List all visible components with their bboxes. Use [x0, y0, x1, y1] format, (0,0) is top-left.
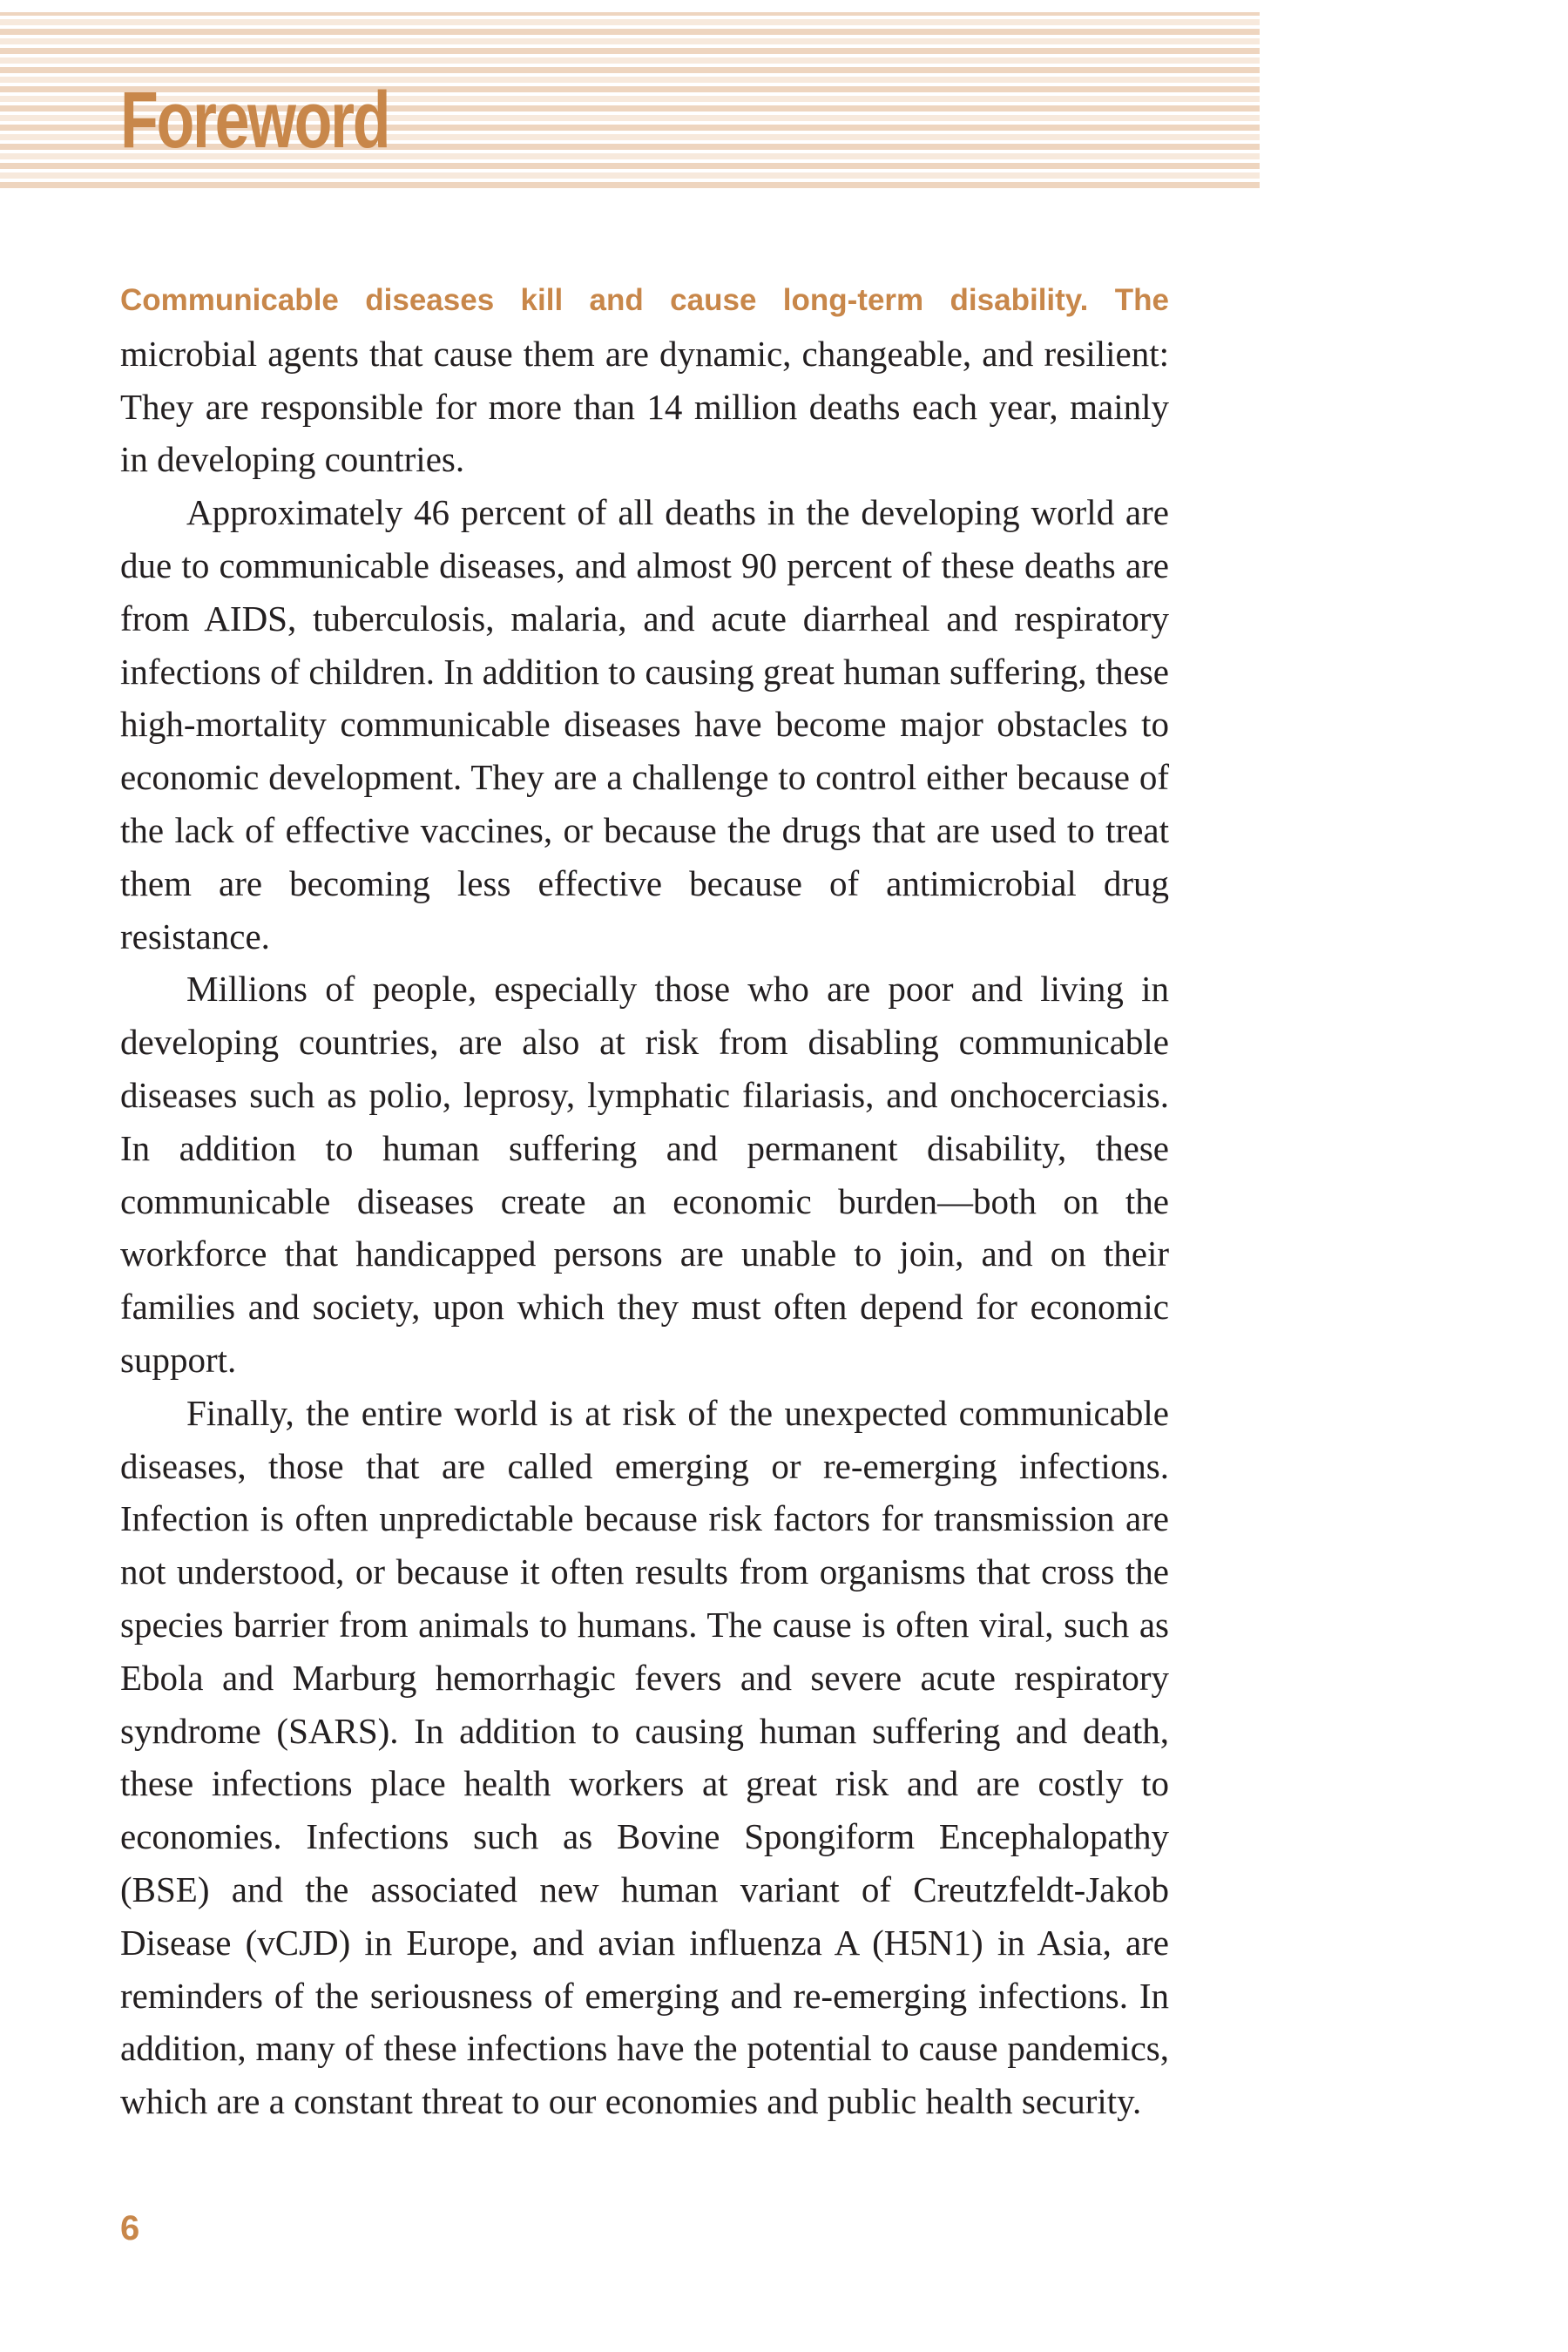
paragraph-4: Finally, the entire world is at risk of the unexpected communicable diseases, those that are called emerging or re-emerging infections. Infection is often unpredictable because risk factors for transmission are not understood, or because it often results from organisms that cross the species barrier from animals to humans. The cause is often viral, such as Ebola and Marburg hemorrhagic fevers and severe acute respiratory syndrome (SARS). In addition to causing human suffering and death, these infections place health workers at great risk and are costly to economies. Infections such as Bovine Spongiform Encephalopathy (BSE) and the associated new human variant of Creutzfeldt-Jakob Disease (vCJD) in Europe, and avian influenza A (H5N1) in Asia, are reminders of the seriousness of emerging and re-emerging infections. In addition, many of these infections have the potential to cause pandemics, which are a constant threat to our economies and public health security.: [120, 1392, 1169, 2122]
paragraph-1: [120, 272, 1169, 486]
header-band-top-margin: [0, 0, 1260, 12]
paragraph-2: Approximately 46 percent of all deaths in the developing world are due to communicable diseases, and almost 90 percent of these deaths are from AIDS, tuberculosis, malaria, and acute diarrheal and respiratory infections of children. In addition to causing great human suffering, these high-mortality communicable diseases have become major obstacles to economic development. They are a challenge to control either because of the lack of effective vaccines, or because the drugs that are used to treat them are becoming less effective because of antimicrobial drug resistance.: [120, 492, 1169, 956]
page-number: 6: [120, 2209, 140, 2247]
lead-in-text: Communicable diseases kill and cause long-term disability. The: [120, 283, 1169, 317]
paragraph-1-rest: microbial agents that cause them are dynamic, changeable, and resilient: They are responsible for more than 14 million deaths each year, mainly in developing countries.: [120, 333, 1169, 480]
page-title: Foreword: [120, 76, 389, 165]
body-text: [120, 272, 1169, 2128]
paragraph-3: Millions of people, especially those who are poor and living in developing countries, are also at risk from disabling communicable diseases such as polio, leprosy, lymphatic filariasis, and onchocerciasis. In addition to human suffering and permanent disability, these communicable diseases create an economic burden—both on the workforce that handicapped persons are unable to join, and on their families and society, upon which they must often depend for economic support.: [120, 969, 1169, 1380]
